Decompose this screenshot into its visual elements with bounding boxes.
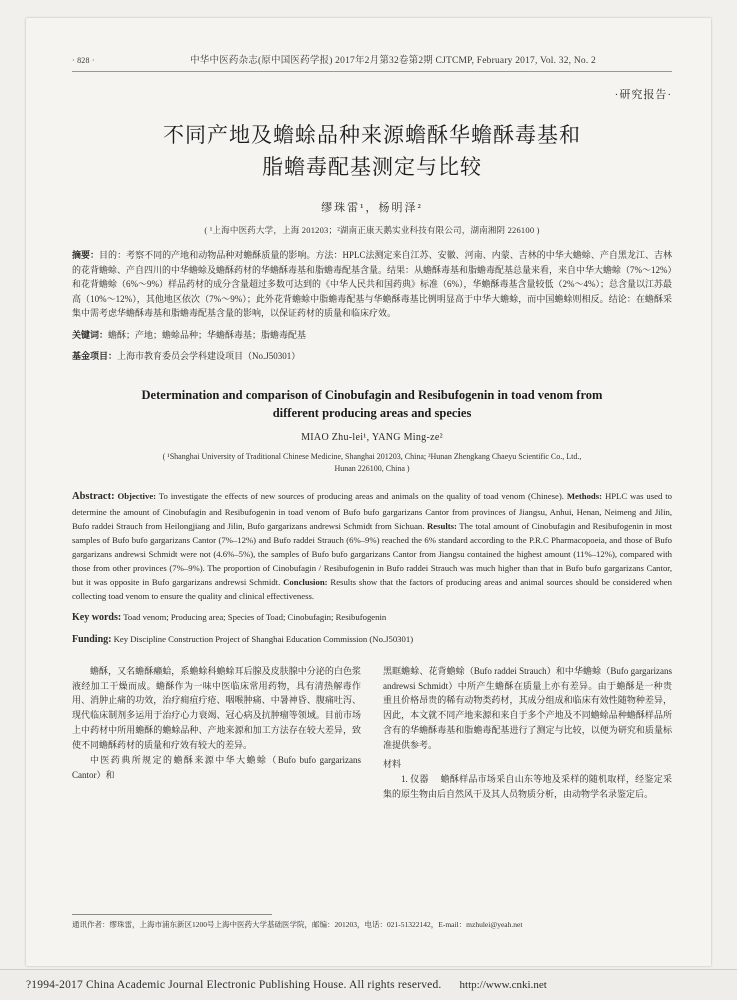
chinese-title-line-2: 脂蟾毒配基测定与比较 <box>262 154 482 179</box>
abstract-methods-text: HPLC was used to determine the amount of Cinobufagin and Resibufogenin in toad venom of Bufo bufo gargarizans Cantor from provinces of Jiangsu, Anhui, Henan, Neimeng and Jilin, Bufo raddei Strauch from Heilongjiang and Jilin, Bufo gargarizans andrewsi Schmidt from Sichuan. <box>72 490 673 532</box>
body-paragraph: 中医药典所规定的蟾酥来源中华大蟾蜍（Bufo bufo gargarizans Cantor）和 <box>72 755 361 781</box>
body-paragraph: 黑眶蟾蜍、花背蟾蜍（Bufo raddei Strauch）和中华蟾蜍（Bufo gargarizans andrewsi Schmidt）中所产生蟾酥在质量上亦有差异。由于蟾酥是一种贵重且价格昂贵的稀有动物类药材，其成分组成和临床有效性随物种差异，因此，本文就不同产地来源和来自于多个产地及不同蟾蜍品种蟾酥样品所含有的华蟾酥毒基和脂蟾毒配基进行了测定与比较，以便为研究和质量标准提供参考。 <box>383 665 672 751</box>
cnki-footer-bar <box>0 969 737 1000</box>
paper-sheet <box>26 18 711 966</box>
chinese-affiliation: ( ¹上海中医药大学，上海 201203；²湖南正康天鹅实业科技有限公司，湖南湘阴 226100 ) <box>204 225 540 235</box>
chinese-funding-label: 基金项目： <box>72 351 118 362</box>
english-funding-label: Funding: <box>72 633 112 645</box>
english-keywords <box>72 610 672 626</box>
chinese-abstract-text: 目的：考察不同的产地和动物品种对蟾酥质量的影响。方法：HPLC法测定来自江苏、安徽、河南、内蒙、吉林的中华大蟾蜍、产自黑龙江、吉林的花背蟾蜍、产自四川的中华蟾蜍及蟾酥药材的华蟾酥毒基和脂蟾毒配基含量。结果：从蟾酥毒基和脂蟾毒配基总量来看，来自中华大蟾蜍（7%～12%）和花背蟾蜍（6%～9%）样品药材的成分含量超过多数可达到的《中华人民共和国药典》标准（6%），华蟾酥毒基含量较低（2%～4%）；总含量以江苏最高（10%～12%），其他地区依次（7%～9%）；此外花背蟾蜍中脂蟾毒配基与华蟾酥毒基比例明显高于中华大蟾蜍，而中国蟾蜍则相反。结论：在蟾酥采集中需考虑华蟾酥毒基和脂蟾毒配基含量的影响，以保证药材的质量和临床疗效。 <box>72 250 672 319</box>
cnki-url[interactable]: http://www.cnki.net <box>459 979 547 991</box>
abstract-results-label: Results: <box>426 521 457 532</box>
journal-citation-line: 中华中医药杂志(原中国医药学报) 2017年2月第32卷第2期 CJTCMP, February 2017, Vol. 32, No. 2 <box>190 56 596 66</box>
running-head <box>72 52 672 68</box>
english-abstract <box>72 488 672 604</box>
footnote-text: 通讯作者：缪珠雷，上海市浦东新区1200号上海中医药大学基础医学院，邮编：201203，电话：021-51322142，E-mail：mzhulei@yeah.net <box>72 919 523 929</box>
english-abstract-label: Abstract: <box>72 490 115 502</box>
chinese-keywords <box>72 328 672 342</box>
abstract-results-text: The total amount of Cinobufagin and Resibufogenin in most samples of Bufo bufo gargarizans Cantor (7%–12%) and Bufo raddei Strauch (6%–9%) reached the 6% standard according to the P.R.C Pharmacopoeia, and those of Bufo gargarizans andrewsi Schmidt were not (4.6%–5%), the samples of Bufo bufo gargarizans Cantor from Jiangsu contained the highest amount (11%–12%), compared with those from other provinces (7%–9%). The proportion of Cinobufagin / Resibufogenin in Bufo raddei Strauch was much higher than that in Bufo bufo gargarizans Cantor, but it was opposite in Bufo gargarizans andrewsi Schmidt. <box>72 521 673 588</box>
page-content <box>72 52 672 802</box>
page-number: · 828 · <box>72 56 95 65</box>
abstract-objective-label: Objective: <box>117 490 157 501</box>
footnote-rule <box>72 914 272 915</box>
english-affiliation-line-2: Hunan 226100, China ) <box>334 463 410 473</box>
abstract-conclusion-text: Results show that the factors of producing areas and animal sources should be considered when collecting toad venom to ensure the quality and clinical effectiveness. <box>72 577 672 602</box>
english-title-line-2: different producing areas and species <box>272 405 472 420</box>
body-columns <box>72 664 672 802</box>
chinese-abstract-label: 摘要： <box>72 250 100 260</box>
abstract-conclusion-label: Conclusion: <box>283 577 328 588</box>
body-subheading: 材料 <box>383 759 402 770</box>
abstract-methods-label: Methods: <box>566 490 603 501</box>
english-affiliation-line-1: ( ¹Shanghai University of Traditional Chinese Medicine, Shanghai 201203, China; ²Hunan Zhengkang Chaeyu Scientific Co., Ltd., <box>162 451 582 461</box>
body-paragraph: 1. 仪器 蟾酥样品市场采自山东等地及采样的随机取样，经鉴定采集的原生物由后自然风干及其人员物质分析，由动物学名录鉴定后。 <box>383 774 672 800</box>
abstract-objective-text: To investigate the effects of new sources of producing areas and animals on the quality of toad venom (Chinese). <box>158 490 564 501</box>
footnote <box>72 914 672 930</box>
chinese-abstract <box>72 248 672 321</box>
body-column-left <box>72 664 361 802</box>
chinese-funding <box>72 349 672 363</box>
chinese-keywords-text: 蟾酥；产地；蟾蜍品种；华蟾酥毒基；脂蟾毒配基 <box>108 329 307 340</box>
chinese-keywords-label: 关键词： <box>72 329 109 340</box>
english-authors: MIAO Zhu-lei¹, YANG Ming-ze² <box>301 431 443 443</box>
english-keywords-label: Key words: <box>72 611 122 623</box>
chinese-title-line-1: 不同产地及蟾蜍品种来源蟾酥华蟾酥毒基和 <box>163 123 581 147</box>
chinese-authors: 缪珠雷¹，杨明泽² <box>321 202 423 214</box>
english-title <box>72 386 672 422</box>
body-paragraph: 蟾酥，又名蟾酥癞蛤，系蟾蜍科蟾蜍耳后腺及皮肤腺中分泌的白色浆液经加工干燥而成。蟾酥作为一味中医临床常用药物，具有清热解毒作用、消肿止痛的功效，治疗痈疽疔疮、咽喉肿痛、中暑神昏、腹痛吐泻、现代临床制剂多运用于治疗心力衰竭、冠心病及抗肿瘤等领域。目前市场上中药材中所用蟾酥的蟾蜍品种、产地来源和加工方法存在较大差异，致使不同蟾酥药材的质量和疗效有较大的差异。 <box>72 665 361 751</box>
english-affiliation <box>72 451 672 475</box>
body-column-right <box>383 664 672 802</box>
article-section-tag: ·研究报告· <box>614 89 672 101</box>
english-funding <box>72 632 672 648</box>
chinese-title <box>72 120 672 183</box>
english-title-line-1: Determination and comparison of Cinobufagin and Resibufogenin in toad venom from <box>141 387 603 402</box>
chinese-funding-text: 上海市教育委员会学科建设项目（No.J50301） <box>117 351 301 362</box>
english-keywords-text: Toad venom; Producing area; Species of Toad; Cinobufagin; Resibufogenin <box>123 611 387 622</box>
english-funding-text: Key Discipline Construction Project of Shanghai Education Commission (No.J50301) <box>113 633 414 644</box>
copyright-text: ?1994-2017 China Academic Journal Electronic Publishing House. All rights reserved. <box>26 979 442 991</box>
header-rule <box>72 71 672 72</box>
